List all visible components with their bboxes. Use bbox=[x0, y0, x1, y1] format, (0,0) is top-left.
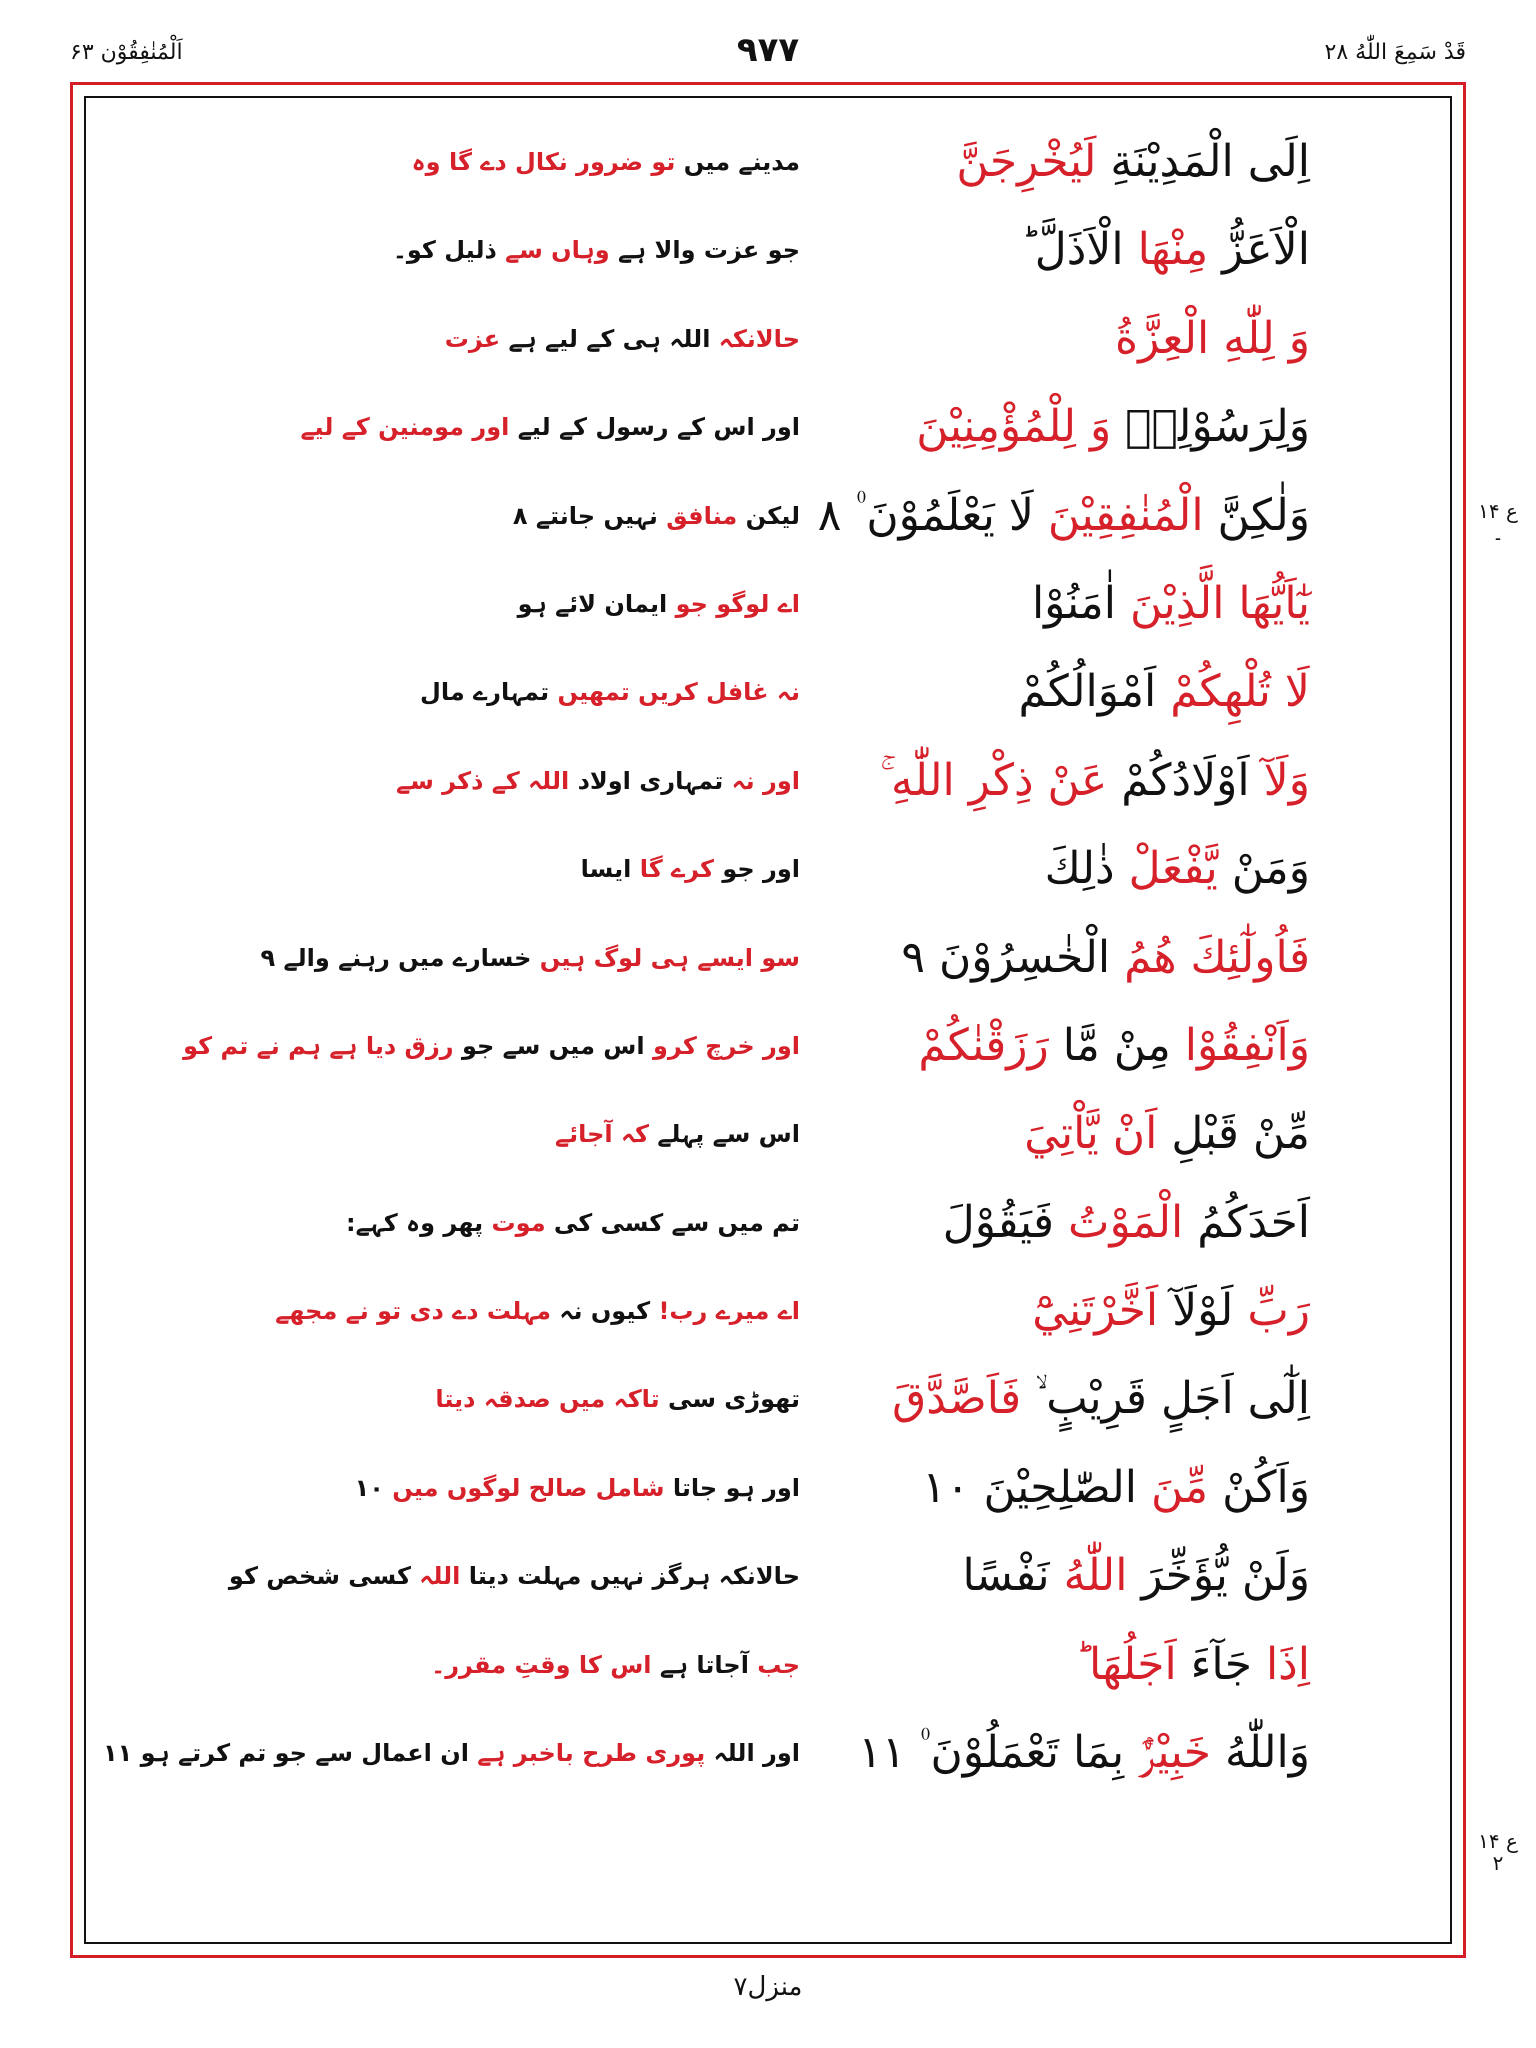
verse-row bbox=[100, 1273, 1460, 1361]
arabic-segment: ذٰلِكَ bbox=[1044, 843, 1115, 895]
urdu-segment: وہاں سے bbox=[496, 236, 610, 265]
verse-row bbox=[100, 1715, 1460, 1803]
header-surah: اَلْمُنٰفِقُوْن ۶۳ bbox=[70, 40, 183, 65]
arabic-verse bbox=[817, 486, 1310, 546]
urdu-segment: شامل صالح لوگوں میں bbox=[383, 1473, 665, 1502]
urdu-segment: نہیں جانتے ۸ bbox=[512, 501, 658, 530]
urdu-segment: اس کا وقتِ مقرر۔ bbox=[431, 1650, 652, 1679]
arabic-verse bbox=[840, 928, 1310, 988]
urdu-segment: اس سے پہلے bbox=[648, 1120, 800, 1149]
arabic-segment: لَا تُلْهِكُمْ bbox=[1156, 666, 1310, 718]
arabic-segment: مِنْهَا bbox=[1123, 224, 1209, 276]
urdu-segment: پھر وہ کہے: bbox=[346, 1208, 484, 1237]
urdu-segment: آجاتا ہے bbox=[651, 1650, 749, 1679]
arabic-segment: وَلِرَسُوْلِهٖ bbox=[1111, 401, 1310, 453]
urdu-segment: رزق دیا ہے ہم نے تم کو bbox=[183, 1031, 454, 1060]
arabic-segment: يَّفْعَلْ bbox=[1114, 843, 1218, 895]
arabic-segment: الْمَوْتُ bbox=[1054, 1196, 1184, 1248]
urdu-segment: موت bbox=[483, 1208, 546, 1237]
arabic-segment: وَلٰكِنَّ bbox=[1203, 489, 1310, 541]
arabic-segment: وَ لِلْمُؤْمِنِيْنَ bbox=[916, 401, 1112, 453]
urdu-segment: ذلیل کو۔ bbox=[392, 236, 497, 265]
urdu-segment: اور اللہ bbox=[705, 1739, 800, 1768]
arabic-segment: فَيَقُوْلَ bbox=[942, 1196, 1055, 1248]
arabic-verse bbox=[840, 1546, 1310, 1606]
verse-row bbox=[100, 301, 1460, 389]
arabic-segment: لَا يَعْلَمُوْنَ ۠ ۸ bbox=[817, 489, 1034, 541]
urdu-segment: اور مومنین کے لیے bbox=[300, 413, 510, 442]
urdu-translation bbox=[160, 582, 800, 626]
urdu-segment: اور خرچ کرو bbox=[644, 1031, 800, 1060]
urdu-segment: کیوں نہ bbox=[551, 1297, 651, 1326]
arabic-verse bbox=[840, 1635, 1310, 1695]
arabic-segment: يٰٓاَيُّهَا الَّذِيْنَ bbox=[1115, 577, 1310, 629]
urdu-segment: ایسا bbox=[580, 855, 632, 884]
arabic-segment: اَنْ يَّاْتِيَ bbox=[1024, 1108, 1158, 1160]
urdu-segment: ۱۰ bbox=[354, 1473, 384, 1502]
urdu-segment: جو عزت والا ہے bbox=[609, 236, 800, 265]
verse-row bbox=[100, 389, 1460, 477]
urdu-segment: اور اس کے رسول کے لیے bbox=[509, 413, 800, 442]
arabic-segment: فَاُولٰٓئِكَ هُمُ bbox=[1110, 931, 1310, 983]
arabic-verse bbox=[840, 397, 1310, 457]
arabic-segment: اَوْلَادُكُمْ bbox=[1107, 754, 1250, 806]
urdu-segment: تم میں سے کسی کی bbox=[545, 1208, 800, 1237]
urdu-segment: ان اعمال سے جو تم کرتے ہو ۱۱ bbox=[102, 1739, 469, 1768]
urdu-segment: حالانکہ bbox=[710, 324, 800, 353]
verse-translation-list bbox=[100, 124, 1460, 1803]
urdu-translation bbox=[160, 140, 800, 184]
arabic-verse bbox=[840, 309, 1310, 369]
arabic-verse bbox=[840, 1104, 1310, 1164]
arabic-segment: وَمَنْ bbox=[1217, 843, 1310, 895]
arabic-segment: رَزَقْنٰكُمْ bbox=[918, 1019, 1049, 1071]
urdu-segment: اللہ کے ذکر سے bbox=[396, 766, 570, 795]
urdu-segment: اے میرے رب! bbox=[650, 1297, 800, 1326]
urdu-translation bbox=[160, 1377, 800, 1421]
urdu-segment: اس میں سے جو bbox=[453, 1031, 645, 1060]
arabic-segment: لَيُخْرِجَنَّ bbox=[956, 136, 1097, 187]
arabic-segment: لَوْلَآ bbox=[1158, 1285, 1234, 1337]
arabic-segment: اِلٰٓى اَجَلٍ قَرِيْبٍ ۙ bbox=[1021, 1373, 1310, 1425]
verse-row bbox=[100, 831, 1460, 919]
arabic-segment: بِمَا تَعْمَلُوْنَ ۠ ۱۱ bbox=[858, 1727, 1125, 1779]
arabic-segment: وَ لِلّٰهِ الْعِزَّةُ bbox=[1115, 312, 1310, 364]
urdu-translation bbox=[160, 1024, 800, 1068]
verse-row bbox=[100, 1185, 1460, 1273]
verse-row bbox=[100, 1008, 1460, 1096]
arabic-segment: الْاَذَلَّ ؕ bbox=[1020, 224, 1124, 276]
arabic-segment: اِذَا bbox=[1251, 1638, 1310, 1690]
urdu-segment: مہلت دے دی تو نے مجھے bbox=[275, 1297, 552, 1326]
arabic-verse bbox=[840, 1369, 1310, 1429]
arabic-segment: جَآءَ bbox=[1176, 1638, 1252, 1690]
urdu-segment: لیکن bbox=[737, 501, 800, 530]
arabic-segment: اٰمَنُوْا bbox=[1031, 577, 1116, 629]
urdu-segment: اے لوگو جو bbox=[667, 589, 800, 618]
arabic-verse bbox=[840, 132, 1310, 192]
arabic-segment: اللّٰهُ bbox=[1049, 1550, 1128, 1602]
arabic-verse bbox=[840, 751, 1310, 811]
urdu-segment: عزت bbox=[444, 324, 501, 353]
arabic-segment: عَنْ ذِكْرِ اللّٰهِ ۚ bbox=[879, 754, 1108, 806]
arabic-segment: الْاَعَزُّ bbox=[1208, 224, 1310, 276]
arabic-segment: الْخٰسِرُوْنَ ۹ bbox=[901, 931, 1111, 983]
urdu-translation bbox=[160, 1112, 800, 1156]
urdu-segment: اور نہ bbox=[723, 766, 800, 795]
urdu-segment: اور جو bbox=[713, 855, 800, 884]
arabic-verse bbox=[840, 1458, 1310, 1518]
arabic-segment: خَبِيْرٌۢ bbox=[1124, 1727, 1211, 1779]
verse-row bbox=[100, 1096, 1460, 1184]
arabic-verse bbox=[840, 1016, 1310, 1076]
verse-row bbox=[100, 124, 1460, 212]
urdu-translation bbox=[160, 1554, 800, 1598]
arabic-segment: مِّنَ bbox=[1137, 1461, 1209, 1513]
arabic-segment: مِنْ مَّا bbox=[1048, 1019, 1171, 1071]
arabic-segment: اَخَّرْتَنِيْٓ bbox=[1032, 1285, 1159, 1337]
urdu-segment: ایمان لائے ہو bbox=[517, 589, 668, 618]
arabic-verse bbox=[840, 1193, 1310, 1253]
page-number: ۹۷۷ bbox=[736, 30, 800, 70]
arabic-segment: فَاَصَّدَّقَ bbox=[892, 1373, 1022, 1425]
verse-row bbox=[100, 920, 1460, 1008]
urdu-segment: کرے گا bbox=[631, 855, 714, 884]
urdu-translation bbox=[160, 847, 800, 891]
urdu-segment: تمہاری اولاد bbox=[569, 766, 724, 795]
ruku-marker-bottom: ع ۱۴ ۲ bbox=[1478, 1829, 1518, 1875]
urdu-translation bbox=[160, 1466, 800, 1510]
urdu-segment: سو ایسے ہی bbox=[642, 943, 800, 972]
urdu-segment: نہ غافل کریں تمھیں bbox=[549, 678, 800, 707]
urdu-translation bbox=[160, 228, 800, 272]
arabic-verse bbox=[840, 1723, 1310, 1783]
arabic-segment: الْمُنٰفِقِيْنَ bbox=[1033, 489, 1204, 541]
urdu-translation bbox=[102, 1731, 800, 1775]
arabic-segment: نَفْسًا bbox=[962, 1550, 1050, 1602]
urdu-segment: اور ہو جاتا bbox=[664, 1473, 800, 1502]
urdu-segment: اللہ bbox=[410, 1562, 461, 1591]
urdu-translation bbox=[160, 936, 800, 980]
urdu-segment: جب bbox=[748, 1650, 800, 1679]
verse-row bbox=[100, 654, 1460, 742]
urdu-segment: تو ضرور نکال دے گا وہ bbox=[411, 148, 676, 176]
verse-row bbox=[100, 1627, 1460, 1715]
urdu-segment: کسی شخص کو bbox=[228, 1562, 411, 1591]
urdu-translation bbox=[160, 405, 800, 449]
arabic-segment: مِّنْ قَبْلِ bbox=[1157, 1108, 1310, 1160]
arabic-verse bbox=[840, 220, 1310, 280]
verse-row bbox=[100, 478, 1460, 566]
verse-row bbox=[100, 212, 1460, 300]
urdu-segment: تاکہ میں صدقہ دیتا bbox=[435, 1385, 660, 1414]
urdu-segment: حالانکہ ہرگز نہیں مہلت دیتا bbox=[460, 1562, 800, 1591]
arabic-verse bbox=[840, 662, 1310, 722]
urdu-translation bbox=[160, 1643, 800, 1687]
urdu-segment: لوگ ہیں bbox=[531, 943, 643, 972]
arabic-segment: اَمْوَالُكُمْ bbox=[1018, 666, 1157, 718]
verse-row bbox=[100, 1538, 1460, 1626]
urdu-segment: منافق bbox=[657, 501, 738, 530]
arabic-segment: رَبِّ bbox=[1233, 1285, 1310, 1337]
urdu-segment: کہ آجائے bbox=[555, 1120, 649, 1149]
arabic-segment: وَاللّٰهُ bbox=[1210, 1727, 1310, 1779]
arabic-verse bbox=[840, 839, 1310, 899]
arabic-segment: اَحَدَكُمُ bbox=[1183, 1196, 1310, 1248]
arabic-segment: اِلَى الْمَدِيْنَةِ bbox=[1096, 136, 1310, 187]
arabic-verse bbox=[840, 1281, 1310, 1341]
arabic-verse bbox=[840, 574, 1310, 634]
arabic-segment: وَلَآ bbox=[1249, 754, 1310, 806]
manzil-footer: منزل۷ bbox=[733, 1972, 803, 2002]
urdu-translation bbox=[160, 317, 800, 361]
verse-row bbox=[100, 566, 1460, 654]
urdu-segment: تمہارے مال bbox=[420, 678, 550, 707]
verse-row bbox=[100, 1450, 1460, 1538]
arabic-segment: وَلَنْ يُّؤَخِّرَ bbox=[1127, 1550, 1310, 1602]
verse-row bbox=[100, 743, 1460, 831]
arabic-segment: وَاَكُنْ bbox=[1208, 1461, 1310, 1513]
urdu-segment: خسارے میں رہنے والے ۹ bbox=[260, 943, 532, 972]
urdu-translation bbox=[160, 1289, 800, 1333]
urdu-segment: پوری طرح باخبر ہے bbox=[468, 1739, 706, 1768]
arabic-segment: الصّٰلِحِيْنَ ۱۰ bbox=[922, 1461, 1138, 1513]
ruku-marker-top: ع ۱۴ ۔ bbox=[1478, 499, 1518, 545]
header-juz: قَدْ سَمِعَ اللّٰهُ ۲۸ bbox=[1324, 40, 1466, 65]
urdu-segment: اللہ ہی کے لیے ہے bbox=[500, 324, 711, 353]
arabic-segment: وَاَنْفِقُوْا bbox=[1170, 1019, 1310, 1071]
urdu-translation bbox=[160, 670, 800, 714]
urdu-translation bbox=[160, 759, 800, 803]
urdu-segment: تھوڑی سی bbox=[659, 1385, 800, 1414]
verse-row bbox=[100, 1361, 1460, 1449]
urdu-segment: مدینے میں bbox=[675, 148, 800, 176]
urdu-translation bbox=[160, 494, 800, 538]
urdu-translation bbox=[160, 1201, 800, 1245]
arabic-segment: اَجَلُهَا ؕ bbox=[1075, 1638, 1177, 1690]
